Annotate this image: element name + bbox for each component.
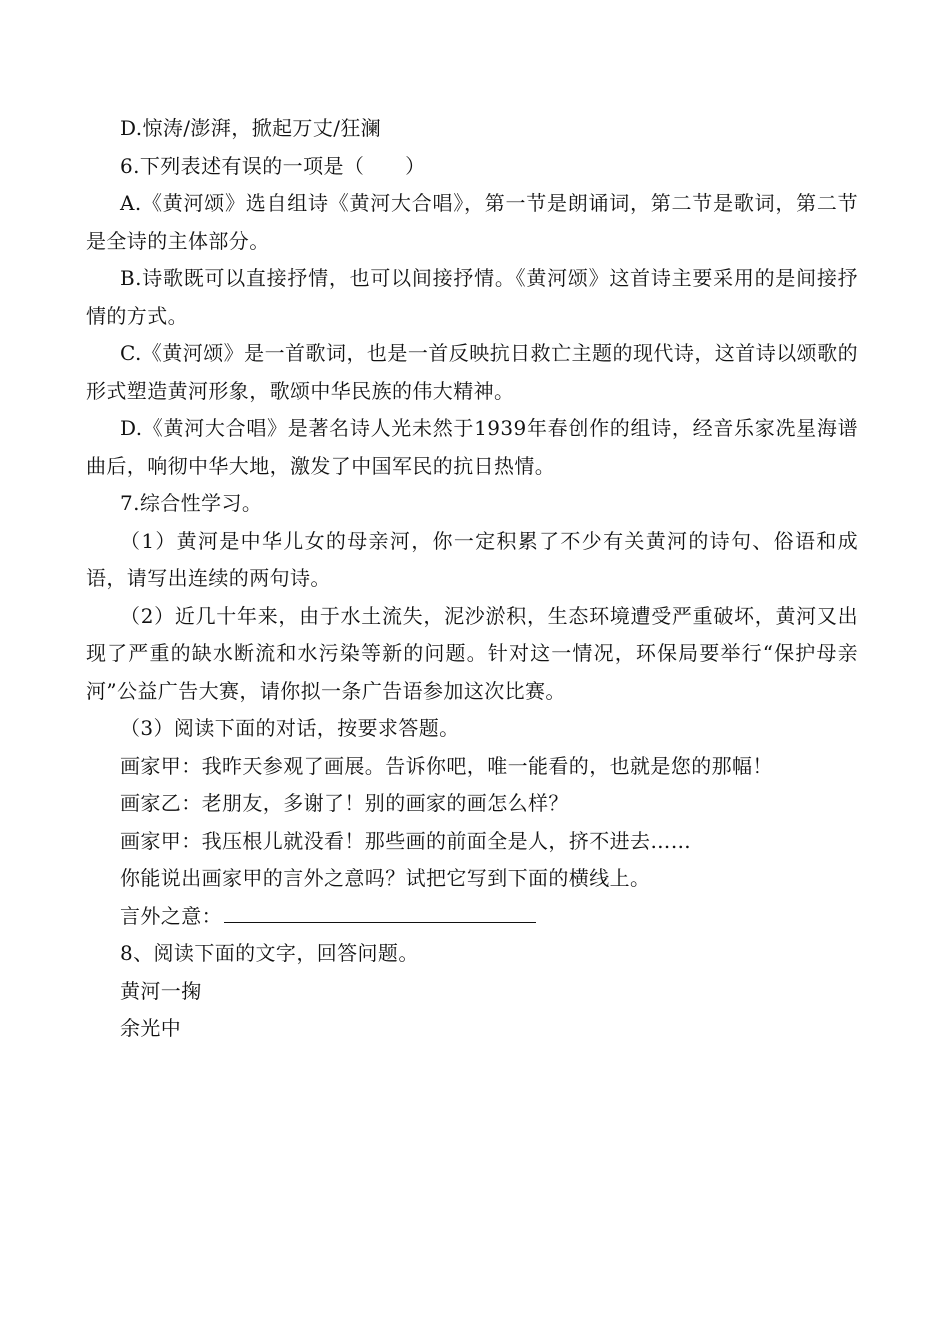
- q7-part-3: （3）阅读下面的对话，按要求答题。: [120, 716, 460, 740]
- document-body: [86, 110, 858, 1048]
- q7-stem: 7.综合性学习。: [120, 491, 263, 515]
- q6-option-a: A.《黄河颂》选自组诗《黄河大合唱》，第一节是朗诵词，第二节是歌词，第二节是全诗的主体部分。: [86, 191, 858, 253]
- q6-stem: 6.下列表述有误的一项是（ ）: [120, 153, 426, 178]
- answer-row: [86, 898, 858, 936]
- q5-option-d: D.惊涛/澎湃，掀起万丈/狂澜: [120, 116, 382, 140]
- passage-title: 黄河一掬: [120, 978, 202, 1003]
- dialog-line-2: 画家乙：老朋友，多谢了！别的画家的画怎么样？: [120, 791, 569, 815]
- answer-blank-line[interactable]: [224, 904, 536, 923]
- passage-author: 余光中: [120, 1016, 182, 1040]
- q7-part-2: （2）近几十年来，由于水土流失，泥沙淤积，生态环境遭受严重破坏，黄河又出现了严重的缺水断流和水污染等新的问题。针对这一情况，环保局要举行“保护母亲河”公益广告大赛，请你拟一条广告语参加这次比赛。: [86, 603, 858, 703]
- answer-label: 言外之意：: [120, 903, 222, 928]
- q8-stem: 8、阅读下面的文字，回答问题。: [120, 941, 419, 965]
- q6-option-c: C.《黄河颂》是一首歌词，也是一首反映抗日救亡主题的现代诗，这首诗以颂歌的形式塑造黄河形象，歌颂中华民族的伟大精神。: [86, 341, 858, 403]
- q7-part-3-prompt: 你能说出画家甲的言外之意吗？试把它写到下面的横线上。: [120, 866, 651, 890]
- q6-option-d: D.《黄河大合唱》是著名诗人光未然于1939年春创作的组诗，经音乐家冼星海谱曲后，响彻中华大地，激发了中国军民的抗日热情。: [86, 416, 858, 478]
- dialog-line-3: 画家甲：我压根儿就没看！那些画的前面全是人，挤不进去……: [120, 828, 692, 853]
- q6-option-b: B.诗歌既可以直接抒情，也可以间接抒情。《黄河颂》这首诗主要采用的是间接抒情的方式。: [86, 266, 858, 328]
- q7-part-1: （1）黄河是中华儿女的母亲河，你一定积累了不少有关黄河的诗句、俗语和成语，请写出连续的两句诗。: [86, 528, 858, 590]
- dialog-line-1: 画家甲：我昨天参观了画展。告诉你吧，唯一能看的，也就是您的那幅！: [120, 753, 773, 778]
